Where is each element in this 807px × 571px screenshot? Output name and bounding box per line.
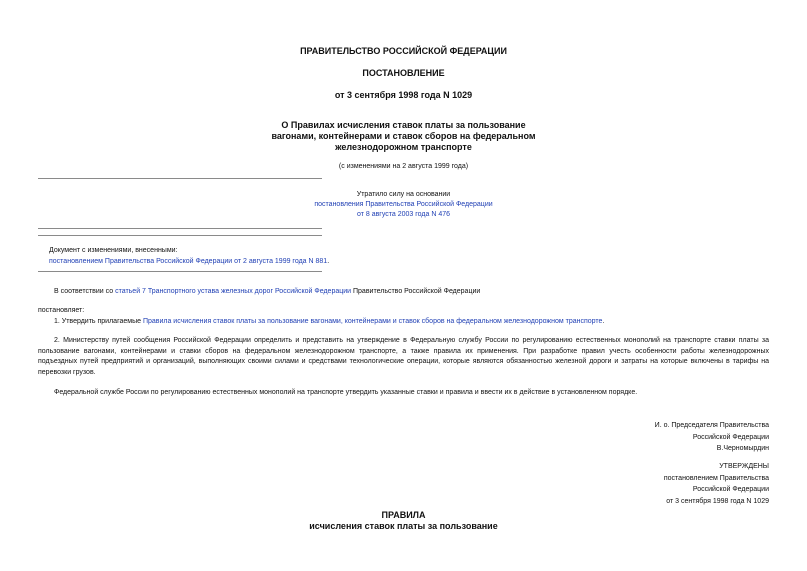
signature-line: В.Черномырдин bbox=[716, 445, 769, 452]
approved-line: от 3 сентября 1998 года N 1029 bbox=[666, 497, 769, 505]
amendments-line bbox=[49, 258, 329, 265]
signature-block bbox=[655, 420, 769, 455]
preamble-prefix: В соответствии со bbox=[54, 288, 116, 295]
lost-force-link-date[interactable]: от 8 августа 2003 года N 476 bbox=[356, 211, 451, 218]
transport-charter-link[interactable]: статьей 7 Транспортного устава железных дорог Российской Федерации bbox=[115, 288, 352, 295]
approved-line: Российской Федерации bbox=[692, 486, 769, 493]
title-line: вагонами, контейнерами и ставок сборов на федеральном bbox=[271, 131, 536, 141]
divider bbox=[38, 235, 322, 236]
document-title bbox=[0, 120, 807, 153]
item-2-line: подъездных путей предприятий и организаций, выполняющих своими силами и средствами технологические операции, которые являются обязанностью железной дороги и затраты на которые включены в тарифы на bbox=[38, 358, 769, 365]
divider bbox=[38, 178, 322, 179]
item-2 bbox=[38, 336, 769, 378]
item-2-line: 2. Министерству путей сообщения Российской Федерации определить и представить на утверждение в Федеральную службу России по регулированию естественных монополий на транспорте ставки платы за bbox=[54, 337, 769, 344]
item-2-line: перевозки грузов. bbox=[38, 368, 96, 376]
preamble bbox=[54, 288, 480, 295]
changes-note: (с изменениями на 2 августа 1999 года) bbox=[338, 163, 469, 170]
date-number-heading: от 3 сентября 1998 года N 1029 bbox=[334, 90, 473, 100]
item-1 bbox=[54, 318, 604, 325]
decrees-word: постановляет: bbox=[38, 307, 85, 314]
approved-block bbox=[664, 461, 769, 507]
lost-force-link[interactable]: постановления Правительства Российской Федерации bbox=[314, 201, 493, 208]
divider bbox=[38, 228, 322, 229]
item-1-prefix: 1. Утвердить прилагаемые bbox=[54, 318, 143, 325]
signature-line: Российской Федерации bbox=[692, 433, 769, 441]
item-3: Федеральной службе России по регулированию естественных монополий на транспорте утвердить указанные ставки и правила и ввести их в действие в установленном порядке. bbox=[54, 389, 638, 396]
rules-subtitle: исчисления ставок платы за пользование bbox=[309, 521, 498, 531]
amendments-link[interactable]: постановлением Правительства Российской Федерации от 2 августа 1999 года N 881 bbox=[49, 258, 328, 265]
divider bbox=[38, 271, 322, 272]
rules-title: ПРАВИЛА bbox=[381, 510, 426, 520]
rules-link[interactable]: Правила исчисления ставок платы за пользование вагонами, контейнерами и ставок сборов на федеральном железнодорожном транспорте bbox=[142, 318, 603, 325]
signature-line: И. о. Председателя Правительства bbox=[654, 422, 769, 429]
approved-line: постановлением Правительства bbox=[663, 474, 769, 482]
lost-force-text: Утратило силу на основании bbox=[356, 191, 451, 198]
doc-type-heading: ПОСТАНОВЛЕНИЕ bbox=[362, 68, 445, 78]
item-1-suffix: . bbox=[602, 318, 605, 325]
amendments-text: Документ с изменениями, внесенными: bbox=[49, 247, 178, 254]
preamble-suffix: Правительство Российской Федерации bbox=[351, 288, 481, 295]
government-heading: ПРАВИТЕЛЬСТВО РОССИЙСКОЙ ФЕДЕРАЦИИ bbox=[300, 46, 507, 56]
approved-line: УТВЕРЖДЕНЫ bbox=[719, 463, 769, 470]
title-line: железнодорожном транспорте bbox=[335, 142, 472, 152]
amendments-suffix: . bbox=[327, 258, 330, 265]
title-line: О Правилах исчисления ставок платы за пользование bbox=[281, 120, 526, 130]
item-2-line: пользование вагонами, контейнерами и ставки сборов на федеральном железнодорожном транспорте, а также правила их применения. При разработке правил учесть особенности работы железнодорожных bbox=[38, 347, 769, 355]
